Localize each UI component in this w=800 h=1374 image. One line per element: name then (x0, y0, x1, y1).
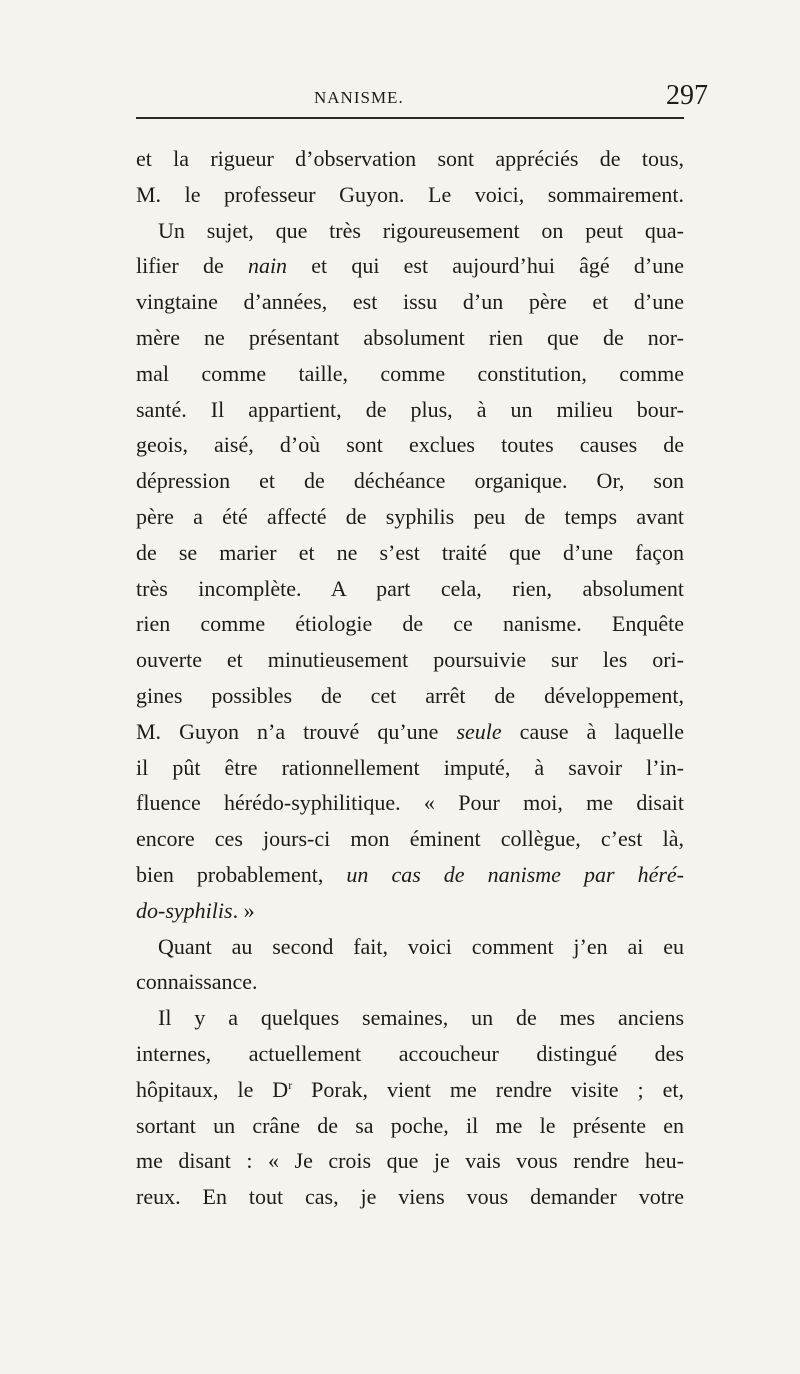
text-span: et qui est aujourd’hui âgé d’une (287, 253, 684, 279)
header-rule (136, 117, 684, 119)
italic-word: seule (456, 718, 502, 744)
text-span: . » (232, 897, 255, 923)
text-line (136, 857, 684, 893)
text-span: hôpitaux, le D (136, 1076, 289, 1102)
text-line (136, 893, 684, 929)
text-span: Porak, vient me rendre visite ; et, (292, 1076, 684, 1102)
text-span: cause à laquelle (501, 718, 684, 744)
body-text (136, 141, 684, 1215)
text-line: geois, aisé, d’où sont exclues toutes causes de (136, 432, 684, 458)
text-line: vingtaine d’années, est issu d’un père et d’une (136, 289, 684, 315)
italic-phrase: do-syphilis (136, 897, 233, 923)
text-line: sortant un crâne de sa poche, il me le présente en (136, 1112, 684, 1138)
running-title: NANISME. (314, 88, 404, 107)
text-line: Quant au second fait, voici comment j’en ai eu (158, 933, 684, 959)
text-line (136, 714, 684, 750)
text-line: connaissance. (136, 969, 258, 995)
text-line: rien comme étiologie de ce nanisme. Enquête (136, 611, 684, 637)
italic-phrase: un cas de nanisme par héré- (346, 861, 684, 887)
text-line: père a été affecté de syphilis peu de temps avant (136, 503, 684, 529)
text-line (136, 1072, 684, 1108)
text-line: Un sujet, que très rigoureusement on peut qua- (158, 217, 684, 243)
text-span: bien probablement, (136, 861, 347, 887)
text-line: il pût être rationnellement imputé, à savoir l’in- (136, 754, 684, 780)
text-line: fluence hérédo-syphilitique. « Pour moi, me disait (136, 790, 684, 816)
text-line: encore ces jours-ci mon éminent collègue, c’est là, (136, 826, 684, 852)
text-line: mère ne présentant absolument rien que de nor- (136, 324, 684, 350)
text-line: gines possibles de cet arrêt de développement, (136, 682, 684, 708)
text-line: très incomplète. A part cela, rien, absolument (136, 575, 684, 601)
page-number: 297 (666, 80, 708, 111)
text-span: lifier de (136, 253, 248, 279)
text-line: reux. En tout cas, je viens vous demander votre (136, 1184, 684, 1210)
text-line: me disant : « Je crois que je vais vous rendre heu- (136, 1148, 684, 1174)
text-line: de se marier et ne s’est traité que d’une façon (136, 539, 684, 565)
text-line: mal comme taille, comme constitution, comme (136, 360, 684, 386)
text-line: internes, actuellement accoucheur distingué des (136, 1040, 684, 1066)
text-line (136, 248, 684, 284)
text-line: M. le professeur Guyon. Le voici, sommairement. (136, 181, 684, 207)
text-line: Il y a quelques semaines, un de mes anciens (158, 1005, 684, 1031)
italic-word: nain (247, 253, 288, 279)
text-span: M. Guyon n’a trouvé qu’une (136, 718, 457, 744)
superscript: r (288, 1077, 293, 1092)
text-line: santé. Il appartient, de plus, à un milieu bour- (136, 396, 684, 422)
text-line: ouverte et minutieusement poursuivie sur les ori- (136, 647, 684, 673)
text-line: et la rigueur d’observation sont appréciés de tous, (136, 146, 684, 171)
text-line: dépression et de déchéance organique. Or, son (136, 468, 684, 494)
